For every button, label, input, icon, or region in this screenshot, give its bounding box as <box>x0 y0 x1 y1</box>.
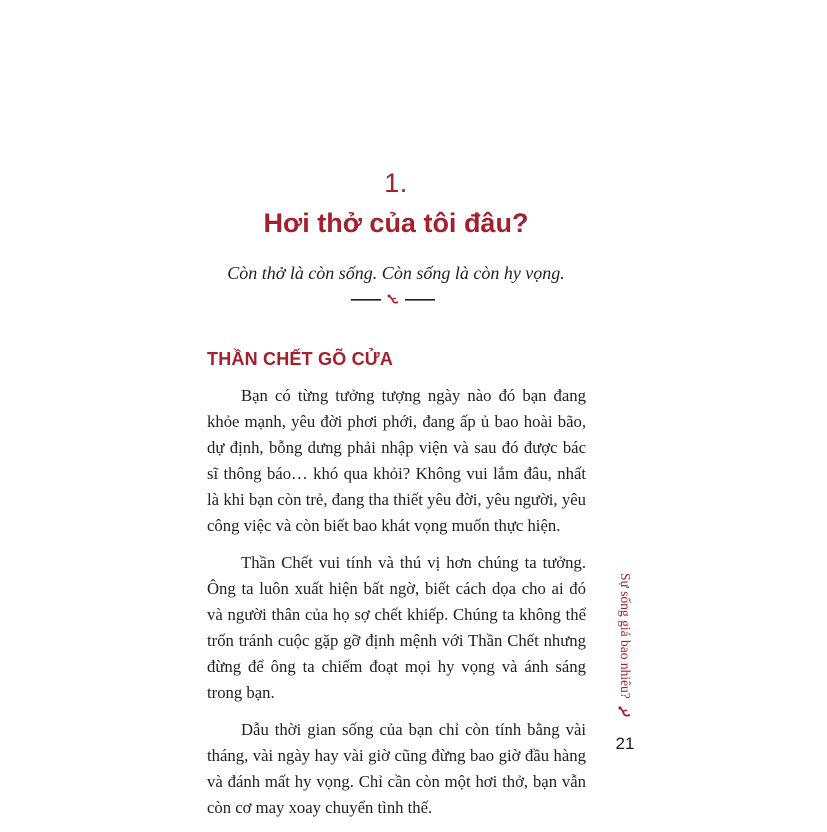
section-heading: THẦN CHẾT GÕ CỬA <box>207 349 394 369</box>
running-head <box>611 573 639 723</box>
chapter-number: 1. <box>384 168 408 198</box>
paragraph-1: Bạn có từng tưởng tượng ngày nào đó bạn đang khỏe mạnh, yêu đời phơi phới, đang ấp ủ bao hoài bão, dự định, bỗng dưng phải nhập viện và sau đó được bác sĩ thông báo… khó qua khỏi? Không vui lắm đâu, nhất là khi bạn còn trẻ, đang tha thiết yêu đời, yêu người, yêu công việc và còn biết bao khát vọng muốn thực hiện. <box>207 386 586 535</box>
running-head-title: Sự sống giá bao nhiêu? <box>617 573 633 699</box>
epigraph: Còn thở là còn sống. Còn sống là còn hy vọng. <box>227 263 565 283</box>
divider-flourish-icon <box>351 292 435 308</box>
paragraph-2: Thần Chết vui tính và thú vị hơn chúng ta tưởng. Ông ta luôn xuất hiện bất ngờ, biết cách dọa cho ai đó và người thân của họ sợ chết khiếp. Chúng ta không thể trốn tránh cuộc gặp gỡ định mệnh với Thần Chết nhưng đừng để ông ta chiếm đoạt mọi hy vọng và ánh sáng trong bạn. <box>207 553 586 702</box>
chapter-title: Hơi thở của tôi đâu? <box>263 208 529 238</box>
page-number: 21 <box>615 734 635 753</box>
flourish-icon <box>617 705 633 719</box>
body-text <box>207 383 586 832</box>
paragraph-3: Dẫu thời gian sống của bạn chỉ còn tính bằng vài tháng, vài ngày hay vài giờ cũng đừng bao giờ đầu hàng và đánh mất hy vọng. Chỉ cần còn một hơi thở, bạn vẫn còn cơ may xoay chuyển tình thế. <box>207 720 586 817</box>
